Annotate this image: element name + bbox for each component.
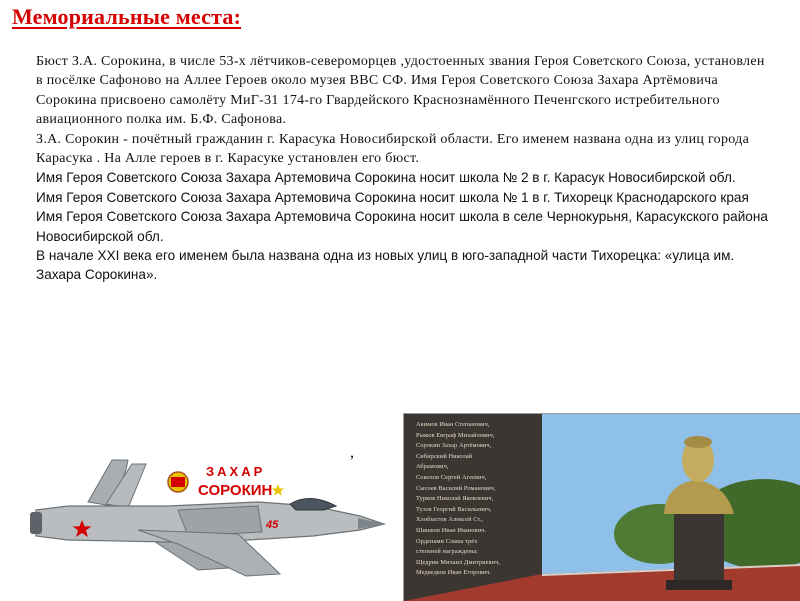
stele-name-line: Орденами Славы трёх — [416, 537, 478, 545]
paragraph-safonovo-bust: Бюст З.А. Сорокина, в числе 53-х лётчиков-североморцев ,удостоенных звания Героя Советского Союза, установлен в посёлке Сафоново на Аллее Героев около музея ВВС СФ. Имя Героя Советского Союза Захара Артёмовича Сорокина присвоено самолёту МиГ-31 174-го Гвардейского Краснознамённого Печенгского истребительного авиационного полка им. Б.Ф. Сафонова. — [36, 54, 765, 128]
stele-name-line: Сибирский Николай — [416, 452, 473, 460]
stele-name-line: Сысоев Василий Романович, — [416, 484, 496, 492]
paragraph-chernokurya-school: Имя Героя Советского Союза Захара Артемовича Сорокина носит школа в селе Чернокурьня, Карасукского района Новосибирской обл. — [36, 209, 768, 244]
stele-name-line: Соколов Сергей Агеевич, — [416, 473, 487, 481]
stele-name-line: Турков Николай Яковлевич, — [416, 495, 494, 503]
jet-air-intake — [178, 506, 262, 536]
stele-name-line: Хлобыстов Алексей Ст., — [416, 516, 484, 524]
stele-name-line: Щедрин Михаил Дмитриевич, — [416, 558, 501, 566]
stele-name-line: Абрамович, — [416, 463, 449, 471]
paragraph-tikhoretsk-school: Имя Героя Советского Союза Захара Артемовича Сорокина носит школа № 1 в г. Тихорецк Краснодарского края — [36, 189, 749, 205]
jet-tail-number: 45 — [266, 519, 279, 531]
gold-star-icon — [272, 484, 285, 496]
slide-body-text — [36, 52, 771, 285]
paragraph-karasuk-school: Имя Героя Советского Союза Захара Артемовича Сорокина носит школа № 2 в г. Карасук Новосибирской обл. — [36, 170, 736, 186]
bust-pedestal — [674, 514, 724, 586]
stele-name-line: Акимов Иван Степанович, — [416, 421, 490, 428]
jet-name-line1: ЗАХАР — [206, 464, 266, 479]
stele-name-line: Рыжов Евграф Михайлович, — [416, 431, 495, 439]
jet-name-line2: СОРОКИН — [198, 482, 273, 499]
stele-name-line: Шишков Иван Иванович. — [416, 526, 487, 534]
paragraph-karasuk-honorary-citizen: З.А. Сорокин - почётный гражданин г. Карасука Новосибирской области. Его именем названа одна из улиц города Карасука . На Алле героев в г. Карасуке установлен его бюст. — [36, 131, 750, 167]
jet-cockpit-canopy — [290, 498, 336, 510]
slide-title: Мемориальные места: — [12, 4, 242, 29]
stele-name-line: Тузов Георгий Васильевич, — [416, 505, 492, 513]
stele-name-line: Сорокин Захар Артёмович, — [416, 442, 492, 450]
stele-name-line: Медведков Иван Егорович. — [416, 569, 492, 577]
mig31-aircraft-illustration — [28, 440, 388, 590]
jet-exhaust — [30, 512, 42, 534]
stele-name-line: степеней награждены: — [416, 548, 479, 556]
memorial-photo — [403, 413, 800, 601]
stray-comma-mark: , — [350, 444, 354, 461]
paragraph-tikhoretsk-street: В начале XXI века его именем была названа одна из новых улиц в юго-западной части Тихорецка: «улица им. Захара Сорокина». — [36, 248, 735, 283]
stele-names-list — [416, 420, 536, 579]
